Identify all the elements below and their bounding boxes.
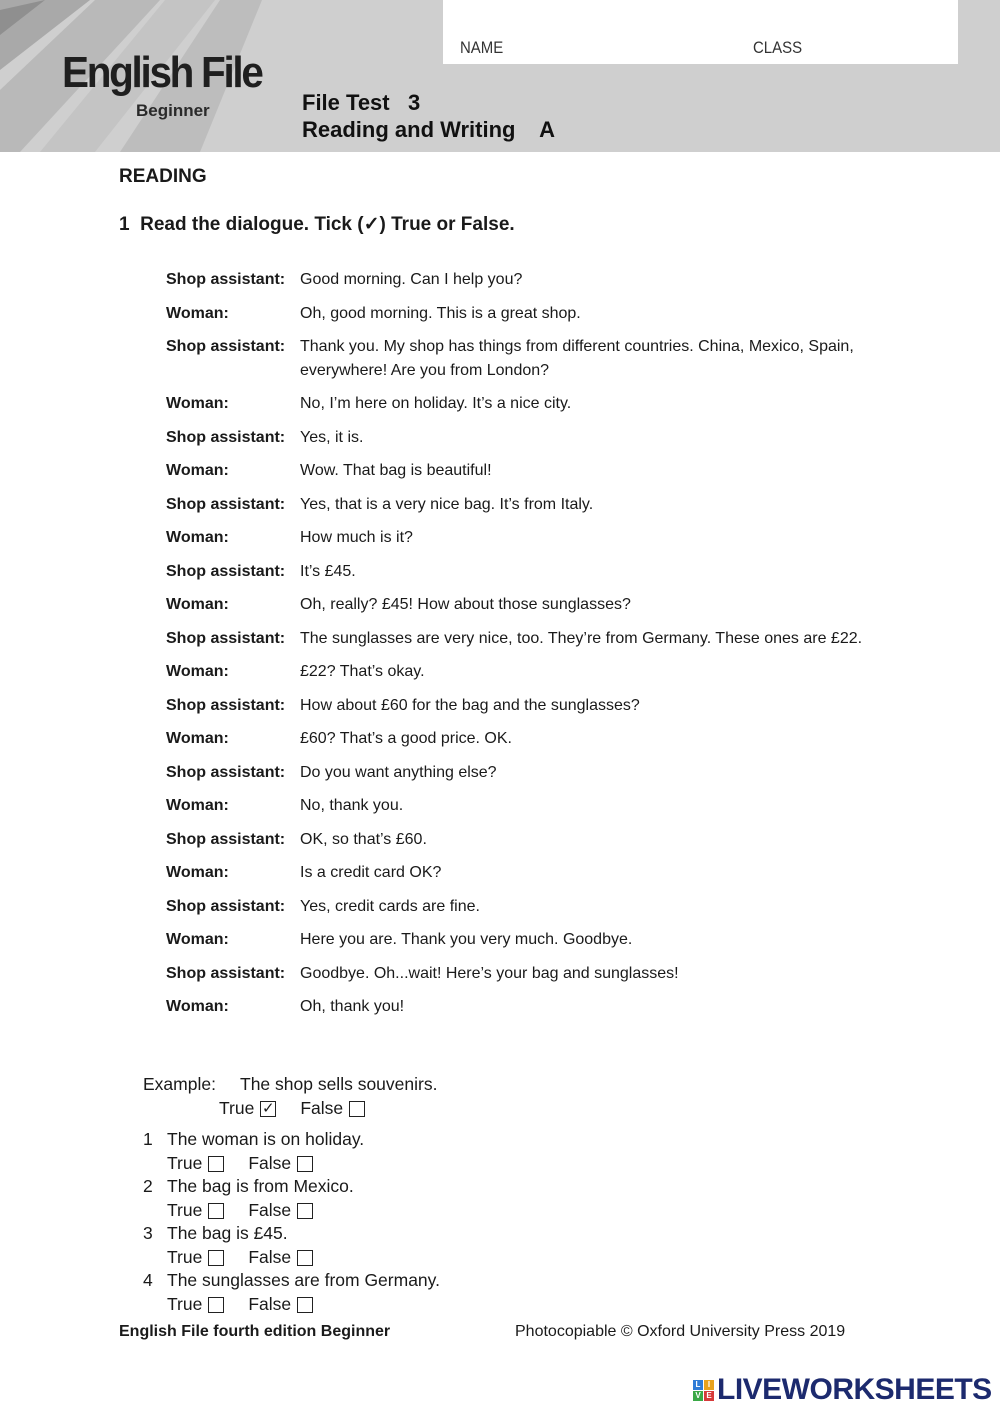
- question-options: [143, 1293, 440, 1317]
- dialogue-line: Yes, credit cards are fine.: [300, 897, 480, 915]
- dialogue-turn: [166, 962, 866, 986]
- dialogue-turn: [166, 794, 866, 818]
- test-title: [302, 89, 555, 143]
- false-label: False: [248, 1152, 292, 1173]
- question-options: [143, 1152, 440, 1176]
- dialogue-line: Do you want anything else?: [300, 763, 497, 781]
- dialogue-line: Oh, good morning. This is a great shop.: [300, 304, 581, 322]
- speaker-name: Shop assistant:: [166, 428, 286, 446]
- speaker-name: Shop assistant:: [166, 629, 286, 647]
- true-checkbox[interactable]: [208, 1203, 224, 1219]
- liveworksheets-icon-tile: E: [704, 1391, 714, 1401]
- dialogue-line: How about £60 for the bag and the sunglasses?: [300, 696, 640, 714]
- dialogue-turn: [166, 895, 866, 919]
- dialogue-line: Here you are. Thank you very much. Goodbye.: [300, 931, 633, 948]
- dialogue-turn: [166, 727, 866, 751]
- liveworksheets-icon: [693, 1380, 714, 1401]
- true-label: True: [167, 1293, 203, 1314]
- speaker-name: Woman:: [166, 395, 229, 412]
- dialogue-line: Yes, that is a very nice bag. It’s from Italy.: [300, 495, 594, 513]
- false-label: False: [300, 1097, 344, 1118]
- speaker-name: Woman:: [166, 998, 229, 1015]
- true-checkbox[interactable]: [208, 1297, 224, 1313]
- speaker-name: Shop assistant:: [166, 830, 286, 848]
- speaker-name: Woman:: [166, 529, 229, 546]
- name-class-box: [443, 0, 958, 64]
- question-text: The sunglasses are from Germany.: [167, 1270, 440, 1290]
- dialogue-line: Goodbye. Oh...wait! Here’s your bag and sunglasses!: [300, 964, 679, 982]
- true-label: True: [167, 1246, 203, 1267]
- false-checkbox[interactable]: [297, 1297, 313, 1313]
- dialogue-line: No, I’m here on holiday. It’s a nice city.: [300, 395, 572, 412]
- speaker-name: Woman:: [166, 864, 229, 881]
- false-checkbox[interactable]: [297, 1250, 313, 1266]
- question-item: [143, 1128, 440, 1152]
- speaker-name: Woman:: [166, 730, 229, 747]
- dialogue-turn: [166, 828, 866, 852]
- liveworksheets-wordmark: LIVEWORKSHEETS: [717, 1373, 992, 1406]
- question-text: The bag is £45.: [167, 1223, 288, 1243]
- section-heading: READING: [119, 166, 207, 187]
- question-item: [143, 1222, 440, 1246]
- dialogue-turn: [166, 995, 866, 1019]
- example-label: Example:: [143, 1074, 216, 1094]
- speaker-name: Woman:: [166, 304, 229, 322]
- speaker-name: Woman:: [166, 596, 229, 613]
- false-checkbox[interactable]: [349, 1101, 365, 1117]
- true-label: True: [167, 1152, 203, 1173]
- example-row: [143, 1073, 440, 1097]
- dialogue-turn: [166, 459, 866, 483]
- dialogue-line: Yes, it is.: [300, 428, 364, 446]
- speaker-name: Shop assistant:: [166, 964, 286, 982]
- liveworksheets-icon-tile: I: [704, 1380, 714, 1390]
- question-number: 4: [143, 1270, 153, 1290]
- test-title-line2: Reading and Writing A: [302, 117, 555, 142]
- speaker-name: Shop assistant:: [166, 495, 286, 513]
- questions: [143, 1073, 440, 1316]
- speaker-name: Shop assistant:: [166, 271, 286, 288]
- dialogue-line: No, thank you.: [300, 797, 404, 814]
- dialogue-line: Wow. That bag is beautiful!: [300, 462, 492, 479]
- dialogue-turn: [166, 335, 866, 382]
- liveworksheets-icon-tile: L: [693, 1380, 703, 1390]
- speaker-name: Woman:: [166, 462, 229, 479]
- dialogue-turn: [166, 426, 866, 450]
- task-instruction: 1 Read the dialogue. Tick (✓) True or False.: [119, 214, 515, 235]
- question-list: [143, 1128, 440, 1316]
- logo-title: English File: [62, 48, 262, 97]
- dialogue-line: The sunglasses are very nice, too. They’re from Germany. These ones are £22.: [300, 629, 863, 647]
- liveworksheets-icon-tile: V: [693, 1391, 703, 1401]
- dialogue-turn: [166, 392, 866, 416]
- dialogue-turn: [166, 302, 866, 326]
- dialogue-turn: [166, 560, 866, 584]
- dialogue-turn: [166, 593, 866, 617]
- dialogue-line: OK, so that’s £60.: [300, 830, 427, 848]
- footer-edition: English File fourth edition Beginner: [119, 1323, 391, 1340]
- dialogue-line: £60? That’s a good price. OK.: [300, 730, 512, 747]
- example-text: The shop sells souvenirs.: [240, 1074, 438, 1094]
- question-options: [143, 1199, 440, 1223]
- question-options: [143, 1246, 440, 1270]
- footer-copyright: Photocopiable © Oxford University Press 2019: [515, 1323, 846, 1340]
- false-checkbox[interactable]: [297, 1203, 313, 1219]
- question-text: The woman is on holiday.: [167, 1129, 365, 1149]
- true-checkbox[interactable]: [208, 1156, 224, 1172]
- false-checkbox[interactable]: [297, 1156, 313, 1172]
- question-item: [143, 1175, 440, 1199]
- question-item: [143, 1269, 440, 1293]
- dialogue-line: How much is it?: [300, 529, 413, 546]
- speaker-name: Shop assistant:: [166, 897, 286, 915]
- true-checkbox[interactable]: ✓: [262, 1100, 275, 1118]
- dialogue-turn: [166, 660, 866, 684]
- dialogue-turn: [166, 526, 866, 550]
- question-number: 3: [143, 1223, 153, 1243]
- false-label: False: [248, 1246, 292, 1267]
- speaker-name: Shop assistant:: [166, 338, 286, 355]
- liveworksheets-logo[interactable]: [693, 1373, 992, 1407]
- dialogue-turn: [166, 861, 866, 885]
- dialogue: [166, 268, 866, 1029]
- false-label: False: [248, 1293, 292, 1314]
- speaker-name: Woman:: [166, 931, 229, 948]
- logo-subtitle: Beginner: [136, 101, 210, 120]
- dialogue-line: Is a credit card OK?: [300, 864, 442, 881]
- dialogue-turn: [166, 928, 866, 952]
- test-title-line1: File Test 3: [302, 90, 421, 115]
- dialogue-turn: [166, 493, 866, 517]
- dialogue-turn: [166, 761, 866, 785]
- dialogue-line: Good morning. Can I help you?: [300, 271, 523, 288]
- question-number: 2: [143, 1176, 153, 1196]
- speaker-name: Shop assistant:: [166, 763, 286, 781]
- true-label: True: [167, 1199, 203, 1220]
- true-checkbox[interactable]: [208, 1250, 224, 1266]
- dialogue-turn: [166, 627, 866, 651]
- dialogue-line: Oh, thank you!: [300, 998, 405, 1015]
- example-options: [143, 1097, 440, 1121]
- class-label: CLASS: [753, 38, 803, 57]
- dialogue-turn: [166, 694, 866, 718]
- speaker-name: Shop assistant:: [166, 562, 286, 580]
- true-label: True: [219, 1097, 255, 1118]
- dialogue-turn: [166, 268, 866, 292]
- speaker-name: Woman:: [166, 797, 229, 814]
- dialogue-line: £22? That’s okay.: [300, 663, 425, 680]
- question-text: The bag is from Mexico.: [167, 1176, 354, 1196]
- speaker-name: Woman:: [166, 663, 229, 680]
- dialogue-line: Thank you. My shop has things from different countries. China, Mexico, Spain, everywhere! Are you from London?: [300, 338, 854, 379]
- speaker-name: Shop assistant:: [166, 696, 286, 714]
- name-label: NAME: [460, 38, 504, 57]
- dialogue-line: It’s £45.: [300, 562, 356, 580]
- false-label: False: [248, 1199, 292, 1220]
- dialogue-line: Oh, really? £45! How about those sunglasses?: [300, 596, 631, 613]
- question-number: 1: [143, 1129, 153, 1149]
